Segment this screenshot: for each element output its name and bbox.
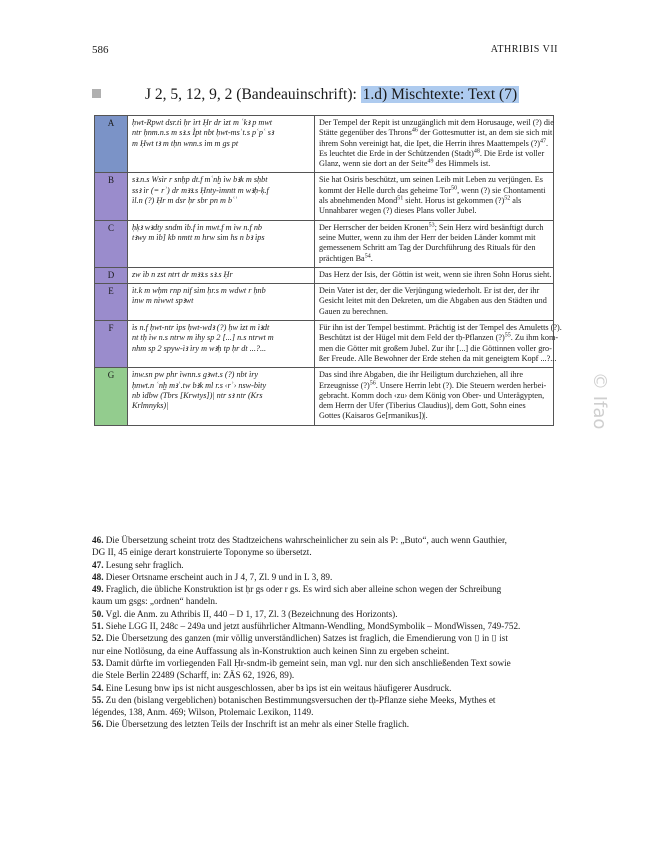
footnote (92, 682, 559, 694)
footnote-text: kaum um gsgs: „ordnen“ handeln. (92, 596, 218, 607)
row-label: E (95, 284, 128, 321)
transliteration-line: m Ḥwt tꜣ m tḥn wnn.s ìm m gs pt (132, 138, 239, 148)
table-row (95, 267, 554, 283)
translation-cell (315, 267, 554, 283)
footnote-text: Siehe LGG II, 248c – 249a und jetzt ausführlicher Altmann-Wendling, MondSymbolik – MondWissen, 749-752. (105, 621, 521, 632)
footnote-line (92, 620, 559, 632)
footnote-number: 46. (92, 535, 104, 545)
row-label: F (95, 321, 128, 368)
transliteration-line: sꜣ.n.s Wsìr r snḥp dt.f mʿnḫ ìw bꜣk m sḥbt (132, 175, 268, 185)
translation-text: gemessenem Schritt am Tag der Durchführung des Rituals für den (319, 243, 536, 253)
running-head: ATHRIBIS VII (490, 44, 558, 55)
footnote-line (92, 546, 559, 558)
transliteration-cell (128, 173, 315, 220)
transliteration-line: ssꜣ ìr (= rʾ) dr mꜣꜣ.s Ḥnty-ìmntt m wꜣḥ-ḳ.f (132, 185, 269, 195)
footnote-text: Eine Lesung bnw ìps ist nicht ausgeschlossen, aber bꜣ ìps ist ein weitaus häufigerer Ausdruck. (105, 682, 452, 693)
translation-text: gebracht. Komm doch ‹zu› dem König von Ober- und Unterägypten, (319, 390, 545, 400)
transliteration-line: ḥnwt.n ʿnḫ mꜣʿ.tw bꜣk ml r.s ‹rʾ› nsw-bìty (132, 380, 267, 390)
translation-line (319, 307, 549, 317)
footnote (92, 620, 559, 632)
translation-text: Glanz, wenn sie dort an der Seite (319, 159, 428, 169)
row-label: C (95, 220, 128, 267)
transliteration-line: ìs n.f ḥwt-ntr ìps ḥwt-wdꜣ (?) ḥw ìzt m ìꜣdt (132, 323, 270, 333)
translation-text: kommt der Helle durch das geheime Tor (319, 185, 452, 195)
transliteration-line: nt tḥ ìw n.s ntrw m ìhy sp 2 [...] n.s ntrwt m (132, 333, 274, 343)
translation-line (319, 343, 552, 354)
footnote-reference[interactable]: 52 (504, 195, 511, 202)
footnote-line (92, 718, 559, 730)
footnote-line (92, 706, 559, 718)
footnote-line (92, 583, 559, 595)
translation-text: Es leuchtet die Erde in der Schützenden (Stadt) (319, 148, 474, 158)
footnote-line (92, 694, 559, 706)
translation-text: Beschützt ist der Hügel mit dem Feld der tḥ-Pflanzen (?) (319, 333, 505, 343)
translation-text: prächtigen Ba (319, 253, 365, 263)
transliteration-cell (128, 116, 315, 173)
transliteration-cell (128, 284, 315, 321)
translation-text: dem Herrn der Ufer (Tiberius Claudius)|, dem Gott, Sohn eines (319, 401, 526, 411)
footnote (92, 718, 559, 730)
translation-text: Das Herz der Isis, der Göttin ist weit, wenn sie ihren Sohn Horus sieht. (319, 269, 552, 279)
footnote (92, 694, 559, 719)
footnote-text: Die Übersetzung scheint trotz des Stadtzeichens wahrscheinlicher zu sein als P: „Buto“, auch wenn Gauthier, (105, 535, 507, 545)
translation-text: , wenn (?) sie Chontamenti (457, 185, 546, 195)
table-row (95, 173, 554, 220)
translation-line (319, 127, 553, 138)
footnote (92, 571, 559, 583)
translation-text: . (370, 253, 373, 263)
translation-line (319, 332, 559, 343)
row-label: D (95, 267, 128, 283)
footnote-text: Fraglich, die übliche Konstruktion ist ḥr gs oder r gs. Es wird sich aber alleine schon wegen der Schreibung (105, 584, 502, 595)
translation-line (319, 381, 549, 391)
translation-line (319, 296, 549, 306)
translation-line (319, 175, 549, 185)
footnote-text: DG II, 45 einige derart konstruierte Toponyme so übersetzt. (92, 547, 312, 558)
translation-text: ihrem Sohn vereinigt hat, die Ipet, die Herrin ihres Maattempels (?) (319, 138, 540, 148)
footnote-text: die Stele Berlin 22489 (Scharff, in: ZÄS 62, 1926, 89). (92, 670, 295, 681)
translation-line (319, 391, 549, 401)
footnote (92, 632, 559, 657)
heading-text: J 2, 5, 12, 9, 2 (Bandeauinschrift): (145, 86, 361, 103)
footnote-reference[interactable]: 54 (364, 252, 371, 259)
table-row (95, 116, 554, 173)
footnote-line (92, 559, 559, 571)
translation-cell (315, 368, 554, 425)
ifao-watermark: © Ifao (589, 372, 610, 430)
translation-text: der Gottesmutter ist, an dem sie sich mit (417, 128, 553, 138)
translation-line (319, 149, 549, 159)
footnote-line (92, 632, 559, 644)
translation-cell (315, 173, 554, 220)
transliteration-line: tꜣwy m ìb] kb nmtt m hrw sìm hs n bꜣ ìps (132, 232, 265, 242)
translation-line (319, 286, 549, 296)
translation-line (319, 243, 549, 253)
page-number: 586 (92, 44, 109, 56)
transliteration-cell (128, 267, 315, 283)
transliteration-line: ìl.n (?) Ḥr m dsr ḥr sbr pn m bʿʿ (132, 196, 238, 206)
footnote-number: 51. (92, 621, 104, 632)
footnote (92, 534, 559, 559)
translation-line (319, 370, 549, 380)
translation-text: ßer Freude. Alle Bewohner der Erde stehen da mit geneigtem Kopf ...?... (319, 353, 557, 363)
transliteration-line: ḥḳꜣ wꜣdty sndm ìb.f ìn mwt.f m ìw n.f nb (132, 222, 263, 232)
footnote-line (92, 534, 559, 546)
footnote-number: 52. (92, 633, 104, 644)
table-row (95, 284, 554, 321)
translation-text: . (546, 138, 549, 148)
translation-text: sieht. Horus ist gekommen (?) (403, 196, 505, 206)
footnote (92, 583, 559, 608)
translation-line (319, 401, 549, 411)
footnote-reference[interactable]: 47 (540, 137, 546, 144)
translation-text: als abnehmenden Mond (319, 196, 398, 206)
translation-text: men die Götter mit großem Jubel. Zur ihr [...] die Göttinnen voller gro- (319, 343, 552, 353)
footnote-reference[interactable]: 50 (451, 185, 458, 192)
row-label: A (95, 116, 128, 173)
translation-line (319, 186, 549, 196)
translation-line (319, 254, 549, 264)
translation-text: Gottes (Kaisaros Ge[rmanikus])|. (319, 411, 428, 421)
footnote-text: légendes, 138, Anm. 469; Wilson, Ptolemaic Lexikon, 1149. (92, 707, 314, 718)
translation-line (319, 323, 562, 333)
translation-line (319, 159, 549, 169)
transliteration-line: nb ìdbw (Tbrs [Krwtys])| ntr sꜣ ntr (Krs (132, 390, 263, 400)
translation-text: Für ihn ist der Tempel bestimmt. Prächtig ist der Tempel des Amuletts (?). (319, 323, 562, 333)
translation-line (319, 196, 549, 206)
translation-line (319, 233, 549, 243)
footnote-number: 48. (92, 571, 104, 582)
translation-line (319, 206, 549, 216)
footnote (92, 559, 559, 571)
translation-text: des Himmels ist. (433, 159, 491, 169)
transliteration-line: ìt.k m wḥm rnp nif sìm ḥr.s m wdwt r ḥnb (132, 286, 266, 296)
footnote-reference[interactable]: 49 (427, 158, 434, 165)
footnotes (92, 534, 559, 731)
footnote-number: 55. (92, 694, 104, 705)
transliteration-line: ḥwt-Rpwt dsr.tì ḥr ìrt Ḥr dr ìzt m ʿkꜣ p mwt (132, 118, 273, 127)
translation-cell (315, 116, 554, 173)
footnote-line (92, 571, 559, 583)
translation-cell (315, 284, 554, 321)
footnote-text: Damit dürfte im vorliegenden Fall Ḥr-sndm-ìb gemeint sein, man vgl. nur den sich anschließenden Text sowie (105, 657, 511, 668)
footnote-line (92, 595, 559, 607)
transliteration-line: ìnw.sn pw phr ìwnn.s gꜣwt.s (?) nbt ìry (132, 370, 259, 380)
translation-text: ; Sein Herz wird besänftigt durch (434, 222, 544, 232)
footnote-text: Vgl. die Anm. zu Athribis II, 440 – D 1, 17, Zl. 3 (Bezeichnung des Horizonts). (105, 608, 398, 619)
row-label: G (95, 368, 128, 425)
footnote-text: Lesung sehr fraglich. (105, 559, 184, 570)
translation-line (319, 139, 549, 149)
translation-text: Der Herrscher der beiden Kronen (319, 222, 429, 232)
translation-text: Stätte gegenüber des Throns (319, 128, 412, 138)
table-row (95, 321, 554, 368)
footnote-text: Zu den (bislang vergeblichen) botanischen Bestimmungsversuchen der tḥ-Pflanze siehe Meeks, Mythes et (105, 694, 496, 705)
footnote-line (92, 669, 559, 681)
footnote (92, 657, 559, 682)
section-heading (92, 86, 558, 106)
translation-line (319, 411, 549, 421)
translation-text: Dein Vater ist der, der die Verjüngung wiederholt. Er ist der, der ihr (319, 286, 540, 296)
footnote-number: 50. (92, 608, 104, 619)
translation-text: Gesicht leitet mit den Dekreten, um die Abgaben aus den Städten und (319, 296, 547, 306)
heading-marker-icon (92, 89, 101, 98)
footnote-line (92, 682, 559, 694)
footnote-line (92, 608, 559, 620)
row-label: B (95, 173, 128, 220)
footnote-reference[interactable]: 55 (504, 332, 511, 339)
transliteration-line: nhm sp 2 spyw-ìꜣ ìry m wꜣḥ tp ḥr dt ...?... (132, 343, 267, 353)
table-row (95, 368, 554, 425)
translation-text: . Zu ihm kom- (510, 333, 559, 343)
footnote-text: nur eine Notlösung, da eine Auffassung als ìn-Konstruktion auch keinen Sinn zu ergeben scheint. (92, 645, 450, 656)
footnote-line (92, 645, 559, 657)
translation-cell (315, 220, 554, 267)
translation-text: Sie hat Osiris beschützt, um seinen Leib mit Leben zu verjüngen. Es (319, 175, 543, 185)
footnote-reference[interactable]: 46 (411, 127, 418, 134)
footnote-reference[interactable]: 53 (428, 221, 435, 228)
page-header (92, 44, 558, 58)
footnote-number: 47. (92, 559, 104, 570)
heading-highlighted-text[interactable]: 1.d) Mischtexte: Text (7) (362, 86, 518, 103)
transliteration-cell (128, 220, 315, 267)
translation-text: Das sind ihre Abgaben, die ihr Heiligtum durchziehen, all ihre (319, 370, 523, 380)
inscription-table (94, 115, 562, 426)
translation-text: Der Tempel der Repit ist unzugänglich mit dem Horusauge, weil (?) die (319, 118, 554, 127)
translation-line (319, 269, 552, 280)
translation-line (319, 353, 557, 364)
translation-text: Unnahbarer wegen (?) dieses Plans voller Jubel. (319, 206, 477, 216)
table-row (95, 220, 554, 267)
transliteration-line: ìnw m nìwwt spꜣwt (132, 296, 194, 306)
footnote-line (92, 657, 559, 669)
translation-text: Erzeugnisse (?) (319, 380, 370, 390)
transliteration-line: zw ìb n zst ntrt dr mꜣꜣ.s sꜣ.s Ḥr (132, 269, 233, 279)
transliteration-cell (128, 368, 315, 425)
footnote-number: 53. (92, 657, 104, 668)
transliteration-line: ntr ḥnm.n.s m sꜣ.s Ìpt nbt ḥwt-msʿt.s pʿpʿ sꜣ (132, 128, 274, 138)
footnote-number: 56. (92, 719, 104, 730)
footnote-text: Die Übersetzung des letzten Teils der Inschrift ist an mehr als einer Stelle fraglich. (105, 719, 410, 730)
translation-text: . Unsere Herrin lebt (?). Die Steuern werden herbei- (375, 380, 547, 390)
footnote-text: Dieser Ortsname erscheint auch in J 4, 7, Zl. 9 und in L 3, 89. (105, 571, 333, 582)
footnote-reference[interactable]: 48 (473, 148, 480, 155)
transliteration-cell (128, 321, 315, 368)
footnote-number: 54. (92, 682, 104, 693)
footnote-text: Die Übersetzung des ganzen (mir völlig unverständlichen) Satzes ist fraglich, die Emendierung von ⌷ in ⌷ ist (105, 633, 508, 644)
footnote-reference[interactable]: 51 (397, 195, 404, 202)
footnote-reference[interactable]: 56 (369, 379, 376, 386)
footnote-number: 49. (92, 584, 104, 595)
translation-text: . Die Erde ist voller (479, 148, 545, 158)
translation-cell (315, 321, 562, 368)
translation-line (319, 223, 549, 233)
translation-text: seine Mutter, wenn zu ihm der Herr der beiden Länder kommt mit (319, 232, 536, 242)
translation-text: Gauen zu berechnen. (319, 306, 388, 316)
transliteration-line: Krlmnyks)| (132, 401, 169, 411)
footnote (92, 608, 559, 620)
translation-text: als (510, 196, 522, 206)
translation-line (319, 118, 554, 128)
